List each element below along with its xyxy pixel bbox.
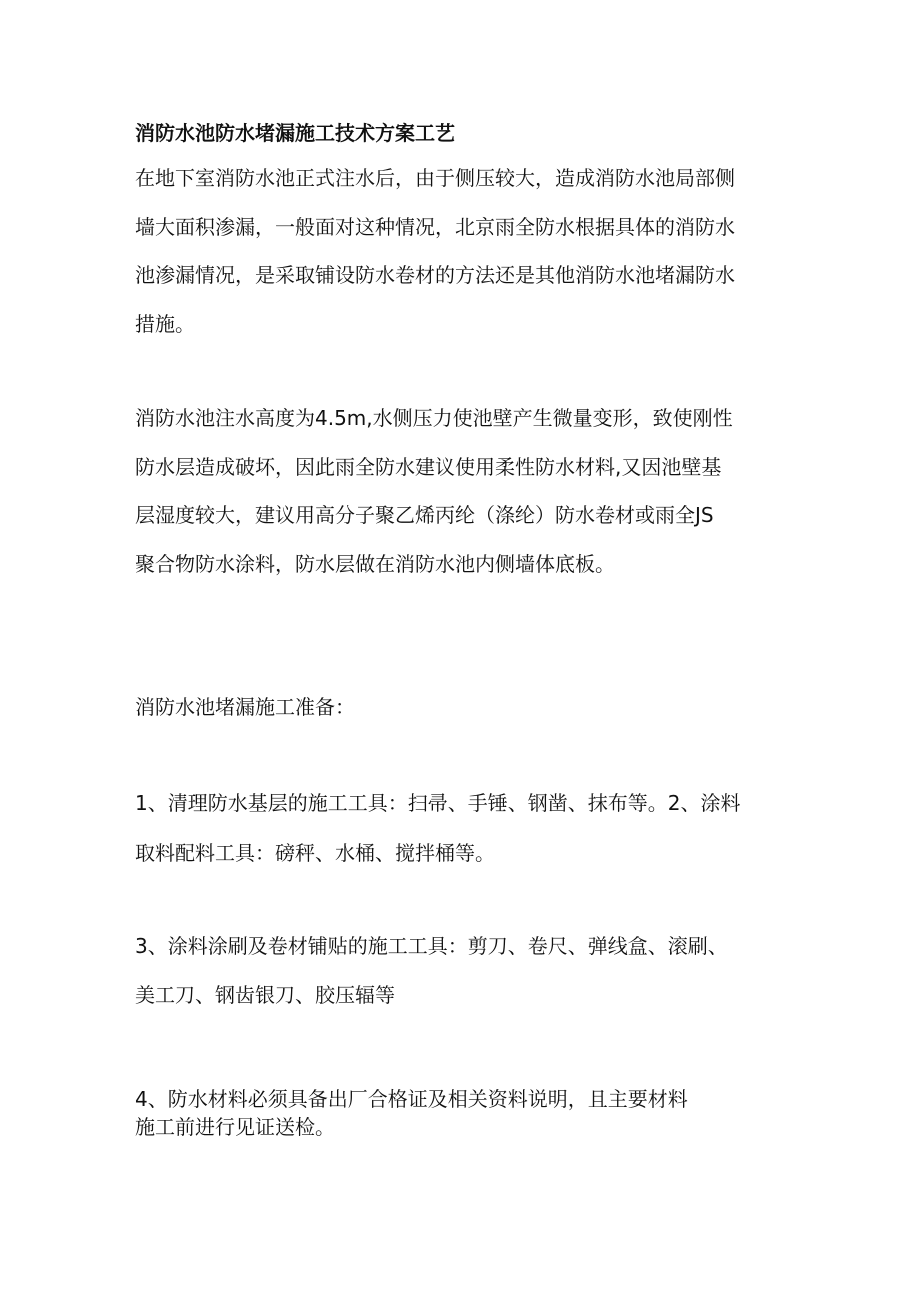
intro-line: 措施。 [135, 312, 195, 336]
prep-heading: 消防水池堵漏施工准备： [135, 695, 355, 719]
item-line: 美工刀、钢齿银刀、胶压辐等 [135, 983, 395, 1007]
intro-line: 在地下室消防水池正式注水后，由于侧压较大，造成消防水池局部侧 [135, 166, 735, 190]
document-title: 消防水池防水堵漏施工技术方案工艺 [135, 121, 455, 145]
item-line: 4、防水材料必须具备出厂合格证及相关资料说明，且主要材料 [135, 1087, 688, 1111]
intro-line: 池渗漏情况，是采取铺设防水卷材的方法还是其他消防水池堵漏防水 [135, 263, 735, 287]
analysis-line: 消防水池注水高度为4.5m,水侧压力使池壁产生微量变形，致使刚性 [135, 406, 733, 430]
item-line: 取料配料工具：磅秤、水桶、搅拌桶等。 [135, 841, 495, 865]
analysis-line: 防水层造成破坏，因此雨全防水建议使用柔性防水材料,又因池壁基 [135, 455, 722, 479]
intro-line: 墙大面积渗漏，一般面对这种情况，北京雨全防水根据具体的消防水 [135, 215, 735, 239]
item-line: 3、涂料涂刷及卷材铺贴的施工工具：剪刀、卷尺、弹线盒、滚刷、 [135, 934, 728, 958]
analysis-line: 聚合物防水涂料，防水层做在消防水池内侧墙体底板。 [135, 552, 615, 576]
analysis-line: 层湿度较大，建议用高分子聚乙烯丙纶（涤纶）防水卷材或雨全JS [135, 503, 714, 527]
item-line: 1、清理防水基层的施工工具：扫帚、手锤、钢凿、抹布等。2、涂料 [135, 791, 741, 815]
item-line: 施工前进行见证送检。 [135, 1115, 335, 1139]
